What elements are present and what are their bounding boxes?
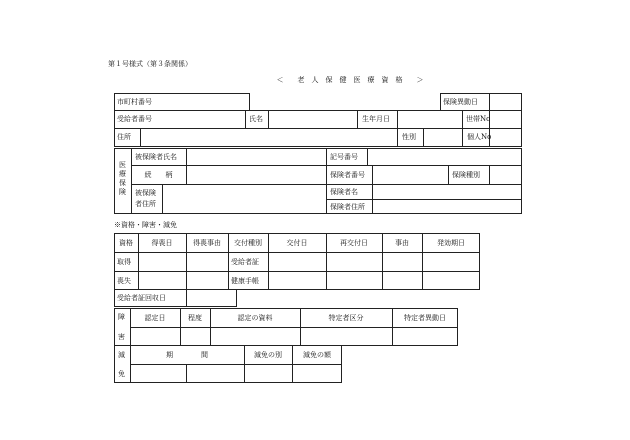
dis-header-cert-date: 認定日 xyxy=(144,314,166,322)
qual-header-reason: 事由 xyxy=(395,239,409,247)
symbol-number-label: 記号番号 xyxy=(330,153,358,161)
qual-cert-health: 健康手帳 xyxy=(231,277,259,285)
red-header-type: 減免の別 xyxy=(254,351,282,359)
individual-no-label: 個人No xyxy=(467,133,492,141)
medical-insurance-side-label-4: 険 xyxy=(119,188,126,196)
household-no-label: 世帯No xyxy=(466,115,491,123)
address-label: 住所 xyxy=(117,133,131,141)
insurer-name-label: 保険者名 xyxy=(330,188,358,196)
dis-header-specific-class: 特定者区分 xyxy=(328,314,364,322)
qual-header-qualification: 資格 xyxy=(119,239,133,247)
recipient-number-label: 受給者番号 xyxy=(117,115,152,123)
dis-header-degree: 程度 xyxy=(188,314,202,322)
insurance-change-date-label: 保険異動日 xyxy=(443,98,478,106)
reduction-side-label-2: 免 xyxy=(118,370,125,378)
medical-insurance-side-label-2: 療 xyxy=(119,170,126,178)
gender-label: 性別 xyxy=(402,133,416,141)
insured-name-label: 被保険者氏名 xyxy=(135,153,177,161)
cell-address-row xyxy=(114,128,522,147)
insurer-number-label: 保険者番号 xyxy=(330,171,365,179)
qual-header-effective-date: 発効期日 xyxy=(437,239,465,247)
qual-cert-recipient: 受給者証 xyxy=(231,258,259,266)
cell-recipient-row xyxy=(114,110,522,129)
qual-row-lose: 喪失 xyxy=(117,277,131,285)
municipality-number-label: 市町村番号 xyxy=(117,98,152,106)
insurer-address-label: 保険者住所 xyxy=(330,203,365,211)
disability-side-label-1: 障 xyxy=(118,313,125,321)
reduction-side-label-1: 減 xyxy=(118,351,125,359)
dis-header-specific-change-date: 特定者異動日 xyxy=(404,314,446,322)
red-header-amount: 減免の額 xyxy=(303,351,331,359)
qual-header-reissue-date: 再交付日 xyxy=(340,239,368,247)
qual-header-issue-type: 交付種別 xyxy=(234,239,262,247)
insurance-type-label: 保険種別 xyxy=(452,171,480,179)
section-note: ※資格・障害・減免 xyxy=(114,221,177,229)
qual-row-acquire: 取得 xyxy=(117,258,131,266)
disability-side-label-2: 害 xyxy=(118,333,125,341)
form-title: ＜ 老 人 保 健 医 療 資 格 ＞ xyxy=(276,76,424,84)
qual-header-acquire-date: 得喪日 xyxy=(151,239,173,247)
dis-header-cert-docs: 認定の資料 xyxy=(237,314,273,322)
qual-header-issue-date: 交付日 xyxy=(286,239,308,247)
birth-date-label: 生年月日 xyxy=(362,115,390,123)
name-label: 氏名 xyxy=(249,115,263,123)
insured-address-label-line1: 被保険 xyxy=(135,189,156,197)
medical-insurance-side-label-3: 保 xyxy=(119,179,126,187)
red-header-period: 期 間 xyxy=(166,351,208,359)
collection-date-label: 受給者証回収日 xyxy=(117,294,166,302)
qual-header-acquire-reason: 得喪事由 xyxy=(193,239,221,247)
form-number: 第１号様式（第３条関係） xyxy=(108,60,192,68)
insured-address-label-line2: 者住所 xyxy=(135,200,156,208)
medical-insurance-side-label-1: 医 xyxy=(119,161,126,169)
relationship-label: 続 柄 xyxy=(144,171,173,179)
